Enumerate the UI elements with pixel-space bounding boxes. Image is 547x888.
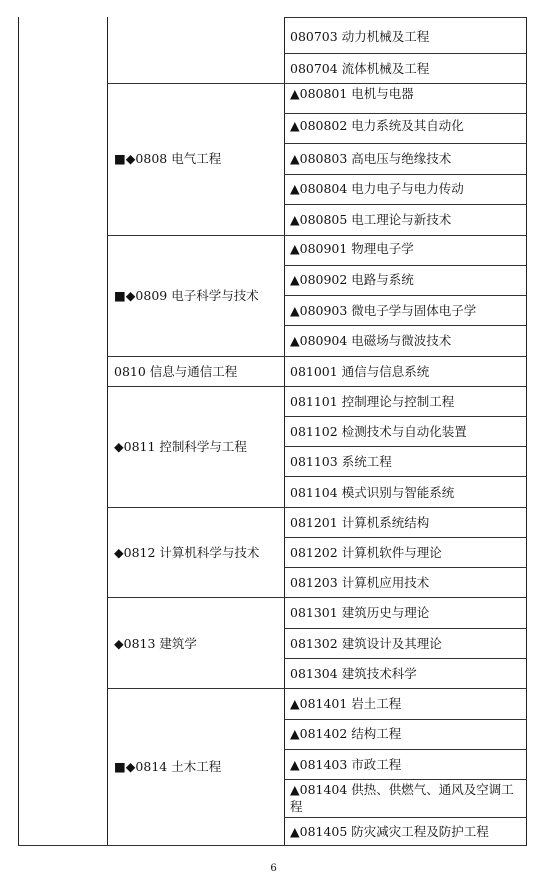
table-cell: ▲080903 微电子学与固体电子学 bbox=[290, 303, 477, 318]
row-divider bbox=[284, 17, 527, 18]
table-cell: ▲080802 电力系统及其自动化 bbox=[290, 118, 464, 133]
table-cell: ▲080801 电机与电器 bbox=[290, 86, 414, 101]
row-divider bbox=[284, 749, 527, 750]
row-divider bbox=[284, 113, 527, 114]
table-cell: ▲081402 结构工程 bbox=[290, 726, 402, 741]
table-cell: 081304 建筑技术科学 bbox=[290, 666, 417, 681]
group-label: ■◆0808 电气工程 bbox=[114, 151, 222, 166]
table-cell: 080703 动力机械及工程 bbox=[290, 29, 430, 44]
table-cell: ▲080904 电磁场与微波技术 bbox=[290, 333, 452, 348]
discipline-table bbox=[18, 17, 527, 846]
table-border-right bbox=[526, 17, 527, 846]
row-divider bbox=[284, 53, 527, 54]
table-cell: ▲080803 高电压与绝缘技术 bbox=[290, 151, 452, 166]
group-divider bbox=[107, 597, 527, 598]
row-divider bbox=[284, 628, 527, 629]
row-divider bbox=[284, 658, 527, 659]
row-divider bbox=[284, 416, 527, 417]
group-label: 0810 信息与通信工程 bbox=[114, 364, 238, 379]
table-cell: ▲081403 市政工程 bbox=[290, 757, 402, 772]
row-divider bbox=[284, 567, 527, 568]
row-divider bbox=[284, 476, 527, 477]
group-label: ◆0813 建筑学 bbox=[114, 636, 197, 651]
group-label: ■◆0814 土木工程 bbox=[114, 759, 222, 774]
row-divider bbox=[284, 446, 527, 447]
row-divider bbox=[284, 537, 527, 538]
table-cell: ▲081401 岩土工程 bbox=[290, 696, 402, 711]
row-divider bbox=[284, 779, 527, 780]
table-cell: 081202 计算机软件与理论 bbox=[290, 545, 442, 560]
row-divider bbox=[284, 143, 527, 144]
group-label: ◆0812 计算机科学与技术 bbox=[114, 545, 260, 560]
row-divider bbox=[284, 325, 527, 326]
group-label: ■◆0809 电子科学与技术 bbox=[114, 288, 259, 303]
group-divider bbox=[107, 386, 527, 387]
table-cell: 081101 控制理论与控制工程 bbox=[290, 394, 455, 409]
row-divider bbox=[284, 204, 527, 205]
table-border-left bbox=[18, 17, 19, 846]
page-number: 6 bbox=[270, 863, 277, 874]
row-divider bbox=[284, 719, 527, 720]
row-divider bbox=[284, 295, 527, 296]
group-label: ◆0811 控制科学与工程 bbox=[114, 439, 247, 454]
table-cell: ▲080804 电力电子与电力传动 bbox=[290, 181, 464, 196]
group-divider bbox=[107, 356, 527, 357]
table-cell: ▲080901 物理电子学 bbox=[290, 241, 414, 256]
group-divider bbox=[107, 688, 527, 689]
table-cell: ▲081404 供热、供燃气、通风及空调工程 bbox=[290, 782, 514, 814]
table-cell: ▲081405 防灾减灾工程及防护工程 bbox=[290, 824, 489, 839]
column-divider-2 bbox=[284, 17, 285, 846]
table-cell: 080704 流体机械及工程 bbox=[290, 61, 430, 76]
table-cell: ▲080805 电工理论与新技术 bbox=[290, 212, 452, 227]
table-cell: 081104 模式识别与智能系统 bbox=[290, 485, 455, 500]
table-cell: 081102 检测技术与自动化装置 bbox=[290, 424, 467, 439]
table-cell: 081001 通信与信息系统 bbox=[290, 364, 430, 379]
column-divider-1 bbox=[107, 17, 108, 846]
table-cell: 081201 计算机系统结构 bbox=[290, 515, 430, 530]
table-cell: 081103 系统工程 bbox=[290, 454, 392, 469]
group-divider bbox=[107, 83, 527, 84]
table-cell: 081301 建筑历史与理论 bbox=[290, 605, 430, 620]
table-border-bottom bbox=[18, 845, 527, 846]
group-divider bbox=[107, 507, 527, 508]
table-cell: ▲080902 电路与系统 bbox=[290, 272, 414, 287]
row-divider bbox=[284, 174, 527, 175]
row-divider bbox=[284, 817, 527, 818]
table-cell: 081203 计算机应用技术 bbox=[290, 575, 430, 590]
group-divider bbox=[107, 235, 527, 236]
table-cell: 081302 建筑设计及其理论 bbox=[290, 636, 442, 651]
row-divider bbox=[284, 265, 527, 266]
